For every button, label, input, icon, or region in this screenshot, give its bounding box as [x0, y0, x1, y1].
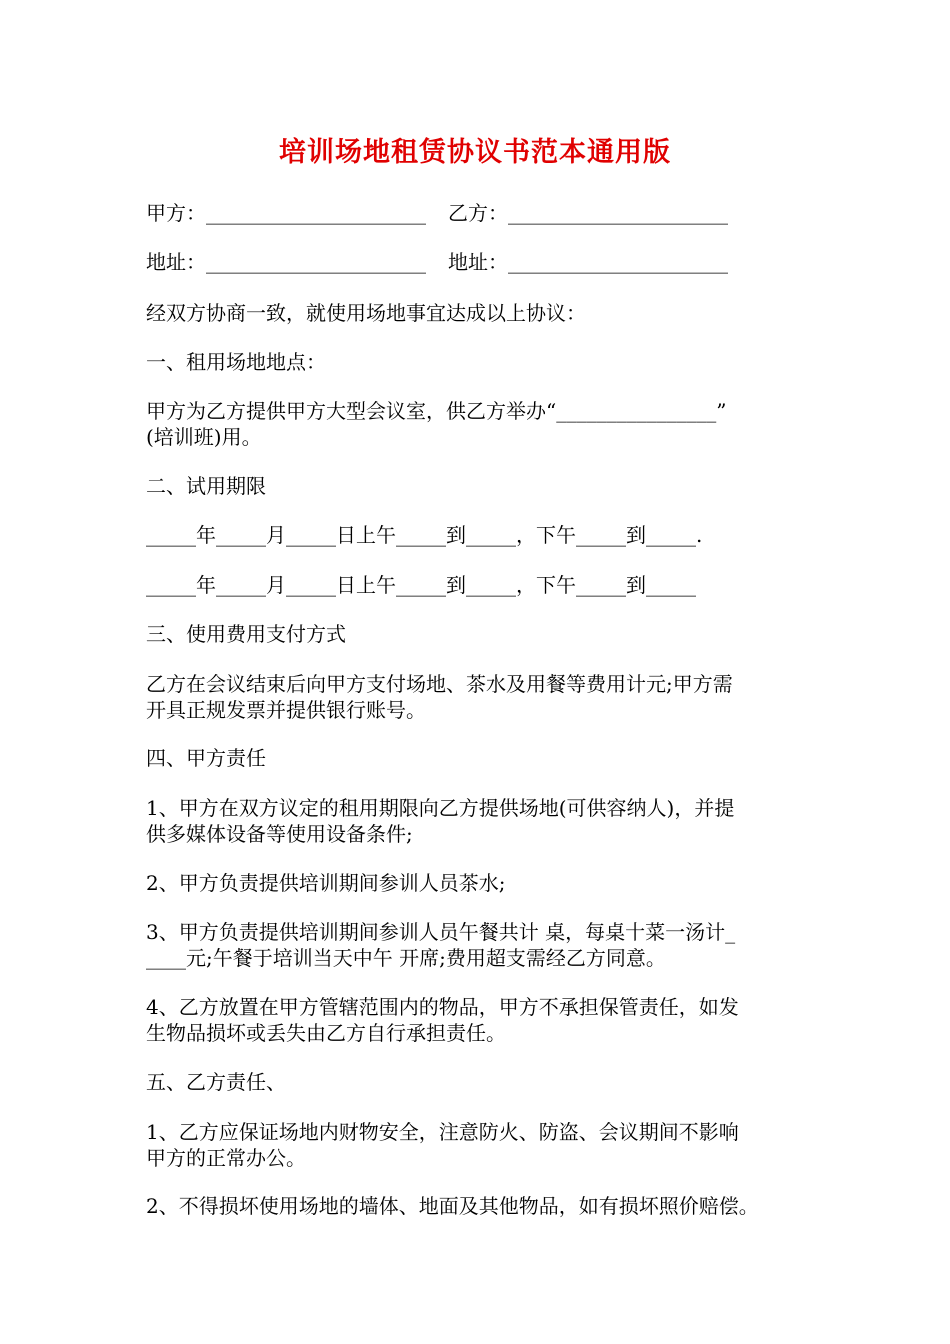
- section-4-item-4: [146, 994, 814, 1046]
- section-4-item-3: [146, 919, 814, 971]
- section-2-date-line: _____年_____月_____日上午_____到_____，下午_____到_____: [146, 573, 696, 597]
- section-3-body: [146, 671, 814, 723]
- section-2-heading: 二、试用期限: [146, 474, 266, 498]
- section-4-item-2: 2、甲方负责提供培训期间参训人员茶水;: [146, 871, 506, 895]
- section-4-line: 4、乙方放置在甲方管辖范围内的物品，甲方不承担保管责任，如发: [146, 995, 739, 1019]
- section-2-date-line: _____年_____月_____日上午_____到_____，下午_____到_____.: [146, 523, 703, 547]
- address-a-field: 地址：______________________: [146, 250, 426, 274]
- section-5-item-1: [146, 1119, 814, 1171]
- address-b-field: 地址：______________________: [448, 250, 728, 274]
- section-1-heading: 一、租用场地地点：: [146, 350, 326, 374]
- section-5-item-2: 2、不得损坏使用场地的墙体、地面及其他物品，如有损坏照价赔偿。: [146, 1194, 759, 1218]
- section-3-heading: 三、使用费用支付方式: [146, 622, 346, 646]
- section-5-line: 甲方的正常办公。: [146, 1146, 306, 1170]
- section-3-line: 乙方在会议结束后向甲方支付场地、茶水及用餐等费用计元;甲方需: [146, 672, 733, 696]
- section-1-line: (培训班)用。: [146, 425, 262, 449]
- section-1-body: [146, 398, 814, 450]
- section-1-line: 甲方为乙方提供甲方大型会议室，供乙方举办“________________”: [146, 399, 727, 423]
- party-a-field: 甲方：______________________: [146, 201, 426, 225]
- party-b-field: 乙方：______________________: [448, 201, 728, 225]
- section-4-line: 供多媒体设备等使用设备条件;: [146, 822, 413, 846]
- section-3-line: 开具正规发票并提供银行账号。: [146, 698, 426, 722]
- section-5-line: 1、乙方应保证场地内财物安全，注意防火、防盗、会议期间不影响: [146, 1120, 739, 1144]
- section-4-line: ____元;午餐于培训当天中午 开席;费用超支需经乙方同意。: [146, 946, 666, 970]
- section-5-heading: 五、乙方责任、: [146, 1070, 286, 1094]
- section-4-item-1: [146, 795, 814, 847]
- section-4-line: 1、甲方在双方议定的租用期限向乙方提供场地(可供容纳人)，并提: [146, 796, 735, 820]
- intro-paragraph: 经双方协商一致，就使用场地事宜达成以上协议：: [146, 301, 586, 325]
- section-4-line: 生物品损坏或丢失由乙方自行承担责任。: [146, 1021, 506, 1045]
- document-title: 培训场地租赁协议书范本通用版: [279, 137, 671, 168]
- section-4-line: 3、甲方负责提供培训期间参训人员午餐共计 桌，每桌十菜一汤计_: [146, 920, 736, 944]
- section-4-heading: 四、甲方责任: [146, 746, 266, 770]
